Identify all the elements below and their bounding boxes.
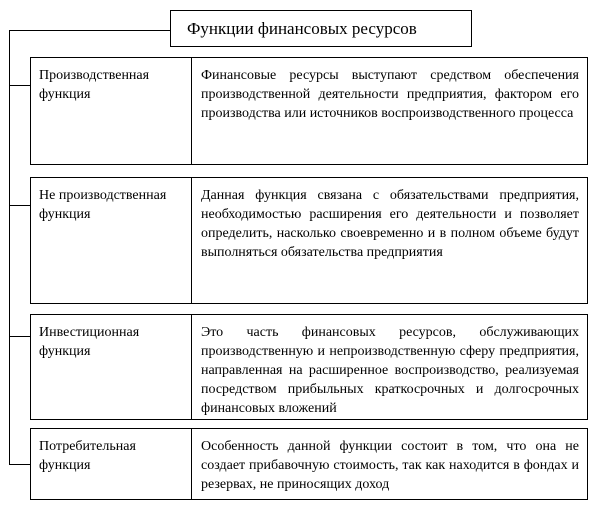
left-connector-line xyxy=(9,30,10,464)
connector-line-4 xyxy=(9,464,30,465)
connector-line-2 xyxy=(9,205,30,206)
function-row-consumer xyxy=(30,428,588,500)
function-name: Производственная функция xyxy=(31,58,192,164)
function-name: Потребительная функция xyxy=(31,429,192,499)
function-description: Данная функция связана с обязательствами предприятия, необходимостью расширения его деятельности и позволяет определить, насколько своевременно и в полном объеме будут выполняться обязательства предприятия xyxy=(201,188,579,260)
function-description: Особенность данной функции состоит в том, что она не создает прибавочную стоимость, так как находится в фондах и резервах, не приносящих доход xyxy=(201,439,579,492)
function-row-production xyxy=(30,57,588,165)
title-connector-line xyxy=(9,30,170,31)
connector-line-1 xyxy=(9,85,30,86)
diagram-title: Функции финансовых ресурсов xyxy=(170,10,472,47)
connector-line-3 xyxy=(9,336,30,337)
function-row-investment xyxy=(30,314,588,420)
function-description: Это часть финансовых ресурсов, обслуживающих производственную и непроизводственную сферу предприятия, направленная на расширенное воспроизводство, реализуемая посредством прибыльных краткосрочных и долгосрочных финансовых вложений xyxy=(201,325,579,416)
function-name: Инвестиционная функция xyxy=(31,315,192,419)
function-name: Не производственная функция xyxy=(31,178,192,303)
function-row-non-production xyxy=(30,177,588,304)
function-description: Финансовые ресурсы выступают средством обеспечения производственной деятельности предприятия, фактором его производства или источников воспроизводственного процесса xyxy=(201,68,579,121)
